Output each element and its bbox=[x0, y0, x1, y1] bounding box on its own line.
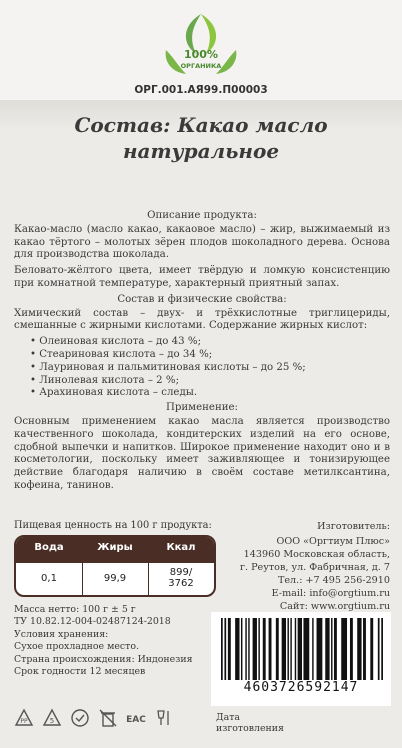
nutrition-col-fat bbox=[82, 537, 148, 595]
storage-heading: Условия хранения: bbox=[14, 628, 109, 640]
nutrition-value: 99,9 bbox=[103, 573, 127, 584]
bin-icon bbox=[98, 708, 118, 728]
nutrition-value: 899/ 3762 bbox=[168, 567, 194, 589]
manufacturer-line: г. Реутов, ул. Фабричная, д. 7 bbox=[239, 562, 390, 573]
recycle-5-icon bbox=[42, 708, 62, 728]
shelf-life: Срок годности 12 месяцев bbox=[14, 666, 146, 678]
barcode-number: 4603726592147 bbox=[243, 680, 359, 695]
manufacturer-block bbox=[218, 520, 390, 613]
list-item: • Стеариновая кислота – до 34 %; bbox=[30, 348, 213, 360]
haccp-icon bbox=[70, 708, 90, 728]
nutrition-label: Жиры bbox=[97, 542, 133, 553]
svg-text:PP: PP bbox=[20, 718, 28, 725]
title-line-1: Состав: Какао масло bbox=[74, 113, 328, 137]
nutrition-col-kcal bbox=[148, 537, 214, 595]
product-description bbox=[14, 208, 390, 496]
list-item: • Линолевая кислота – 2 %; bbox=[30, 374, 180, 386]
storage-text: Сухое прохладное место. bbox=[14, 641, 139, 653]
nutrition-label: Ккал bbox=[166, 542, 196, 553]
description-paragraph-2: Беловато-жёлтого цвета, имеет твёрдую и ломкую консистенцию при комнатной температуре, характерный приятный запах. bbox=[14, 265, 390, 289]
description-heading: Описание продукта: bbox=[147, 210, 257, 221]
product-title bbox=[0, 112, 402, 164]
nutrition-col-water bbox=[16, 537, 82, 595]
certification-icons bbox=[14, 708, 194, 732]
glass-fork-icon bbox=[154, 708, 174, 728]
manufacturer-title: Изготовитель: bbox=[317, 521, 390, 532]
organic-logo-icon bbox=[156, 10, 246, 80]
application-heading: Применение: bbox=[165, 402, 238, 414]
nutrition-block bbox=[14, 520, 224, 597]
manufacturer-line: Тел.: +7 495 256-2910 bbox=[277, 575, 390, 586]
composition-heading: Состав и физические свойства: bbox=[117, 293, 287, 305]
application-text: Основным применением какао масла является производство качественного шоколада, кондитерских изделий на его основе, сдобной выпечки и напитков. Широкое применение находит оно и в косметологии, поскольку имеет заживляющее и тонизирующее действие благодаря наличию в своём составе метилксантина, кофеина, танинов. bbox=[14, 415, 390, 491]
storage-info bbox=[14, 604, 214, 678]
barcode bbox=[211, 612, 391, 706]
manufacturer-line: ООО «Оргтиум Плюс» bbox=[276, 536, 390, 547]
barcode-bars bbox=[221, 618, 383, 680]
svg-text:5: 5 bbox=[49, 717, 55, 725]
tu-code: ТУ 10.82.12-004-02487124-2018 bbox=[14, 616, 171, 628]
svg-text:EAC: EAC bbox=[126, 715, 146, 725]
manufacturer-line: E-mail: info@orgtium.ru bbox=[271, 588, 390, 599]
pp5-icon bbox=[14, 708, 34, 728]
net-weight: Масса нетто: 100 г ± 5 г bbox=[14, 604, 136, 615]
manufacturer-line: 143960 Московская область, bbox=[243, 549, 390, 560]
composition-intro: Химический состав – двух- и трёхкислотные триглицериды, смешанные с жирными кислотами. Содержание жирных кислот: bbox=[14, 307, 390, 332]
list-item: • Лауриновая и пальмитиновая кислоты – до 25 %; bbox=[30, 361, 306, 373]
list-item: • Арахиновая кислота – следы. bbox=[30, 387, 198, 399]
nutrition-table bbox=[14, 535, 216, 597]
list-item: • Олеиновая кислота – до 43 %; bbox=[30, 336, 201, 348]
description-paragraph-1: Какао-масло (масло какао, какаовое масло) – жир, выжимаемый из какао тёртого – молотых зёрен плодов шоколадного дерева. Основа для производства шоколада. bbox=[14, 223, 390, 261]
country-origin: Страна происхождения: Индонезия bbox=[14, 653, 193, 665]
nutrition-value: 0,1 bbox=[41, 573, 57, 584]
date-label-2: изготовления bbox=[216, 723, 284, 734]
manufacturer-line: Сайт: www.orgtium.ru bbox=[279, 601, 390, 612]
fatty-acid-list bbox=[14, 336, 390, 400]
eac-icon bbox=[126, 708, 146, 728]
nutrition-label: Вода bbox=[34, 542, 64, 553]
logo-subtext: ОРГАНИКА bbox=[180, 62, 222, 70]
cert-code: ОРГ.001.АЯ99.П00003 bbox=[134, 84, 268, 96]
date-label-1: Дата bbox=[216, 712, 240, 723]
nutrition-title: Пищевая ценность на 100 г продукта: bbox=[14, 520, 212, 531]
manufacture-date bbox=[216, 712, 296, 734]
title-line-2: натуральное bbox=[122, 139, 280, 163]
logo-text: 100% bbox=[184, 48, 218, 61]
